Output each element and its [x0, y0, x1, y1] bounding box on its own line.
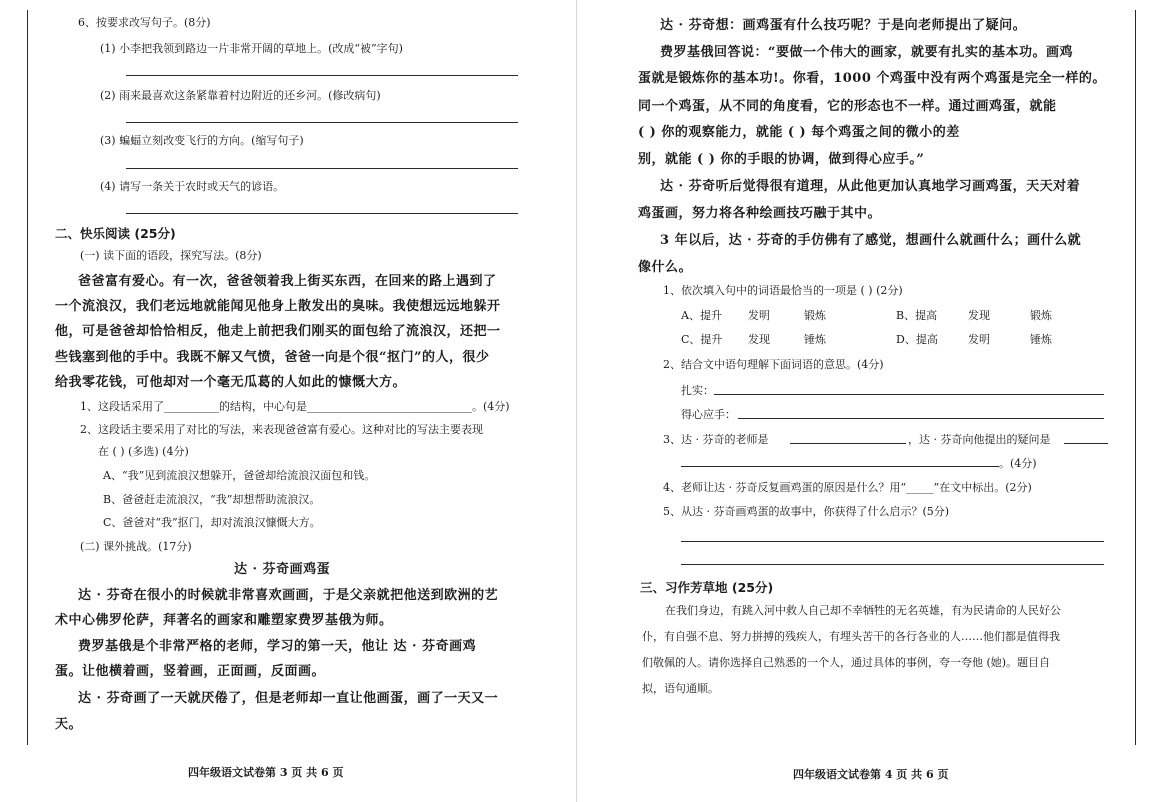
q6-sentence-4: (4) 请写一条关于农时或天气的谚语。	[100, 180, 285, 193]
story-line: 像什么。	[638, 260, 693, 275]
left-margin-rule	[27, 10, 28, 745]
option-c: C、爸爸对“我”抠门，却对流浪汉慷慨大方。	[103, 516, 321, 529]
passage-line: 一个流浪汉，我们老远地就能闻见他身上散发出的臭味。我使想远远地躲开	[55, 299, 501, 314]
story-line: 费罗基俄是个非常严格的老师，学习的第一天，他让 达 · 芬奇画鸡	[78, 639, 477, 654]
story-line: 鸡蛋画，努力将各种绘画技巧融于其中。	[638, 206, 882, 221]
left-page	[0, 0, 575, 802]
word-zhashi-label: 扎实：	[681, 384, 714, 397]
story-q1: 1、依次填入句中的词语最恰当的一项是 ( ) (2分)	[663, 284, 903, 297]
reading-q2-line1: 2、这段话主要采用了对比的写法，来表现爸爸富有爱心。这种对比的写法主要表现	[80, 423, 483, 436]
choice-c-2: 发现	[748, 333, 770, 346]
q6-sentence-1: (1) 小李把我领到路边一片非常开阔的草地上。(改成“被”字句)	[100, 42, 403, 55]
story-line: 达 · 芬奇听后觉得很有道理，从此他更加认真地学习画鸡蛋，天天对着	[660, 179, 1081, 194]
choice-d-1: D、提高	[896, 333, 938, 346]
q6-title: 6、按要求改写句子。(8分)	[78, 16, 211, 29]
choice-c-3: 锤炼	[804, 333, 826, 346]
reading-q2-line2: 在 ( ) (多选) (4分)	[98, 445, 189, 458]
story-title: 达 · 芬奇画鸡蛋	[234, 562, 331, 577]
choice-b-2: 发现	[968, 309, 990, 322]
essay-prompt-line: 拟，语句通顺。	[642, 682, 719, 695]
answer-line[interactable]	[714, 394, 1104, 395]
story-line: 费罗基俄回答说：“要做一个伟大的画家，就要有扎实的基本功。画鸡	[660, 45, 1073, 60]
page-footer-right: 四年级语文试卷第 4 页 共 6 页	[793, 768, 949, 781]
answer-line[interactable]	[126, 122, 518, 123]
reading-q1: 1、这段话采用了__________的结构，中心句是______________________________。(4分)	[80, 400, 510, 413]
choice-d-3: 锤炼	[1030, 333, 1052, 346]
story-q5: 5、从达 · 芬奇画鸡蛋的故事中，你获得了什么启示？(5分)	[663, 505, 950, 518]
part1-title: (一) 读下面的语段，探究写法。(8分)	[80, 249, 262, 262]
choice-d-2: 发明	[968, 333, 990, 346]
story-line: 别，就能 ( ) 你的手眼的协调，做到得心应手。”	[638, 152, 925, 167]
essay-prompt-line: 在我们身边，有跳入河中救人自己却不幸牺牲的无名英雄，有为民请命的人民好公	[665, 604, 1061, 617]
section-2-title: 二、快乐阅读 (25分)	[55, 226, 176, 241]
passage-line: 爸爸富有爱心。有一次，爸爸领着我上街买东西，在回来的路上遇到了	[78, 274, 497, 289]
story-q3-part3: 。(4分)	[999, 457, 1037, 470]
answer-line[interactable]	[790, 443, 906, 444]
word-dexinyingshou-label: 得心应手：	[681, 408, 736, 421]
option-a: A、“我”见到流浪汉想躲开，爸爸却给流浪汉面包和钱。	[103, 469, 376, 482]
story-line: 蛋就是锻炼你的基本功!。你看，1000 个鸡蛋中没有两个鸡蛋是完全一样的。	[638, 71, 1106, 86]
page-footer-left: 四年级语文试卷第 3 页 共 6 页	[188, 766, 344, 779]
right-margin-rule	[1135, 10, 1136, 745]
story-line: 3 年以后，达 · 芬奇的手仿佛有了感觉，想画什么就画什么；画什么就	[660, 233, 1082, 248]
story-q3-part1: 3、达 · 芬奇的老师是	[663, 433, 769, 446]
choice-a-1: A、提升	[681, 309, 722, 322]
answer-line[interactable]	[126, 75, 518, 76]
choice-c-1: C、提升	[681, 333, 723, 346]
story-line: 天。	[55, 717, 83, 732]
essay-prompt-line: 们敬佩的人。请你选择自己熟悉的一个人，通过具体的事例，夸一夸他 (她)。题目自	[642, 656, 1051, 669]
answer-line[interactable]	[738, 418, 1104, 419]
passage-line: 他，可是爸爸却恰恰相反，他走上前把我们刚买的面包给了流浪汉，还把一	[55, 324, 501, 339]
answer-line[interactable]	[1064, 443, 1108, 444]
story-line: 蛋。让他横着画，竖着画，正面画，反面画。	[55, 664, 326, 679]
answer-line[interactable]	[681, 564, 1104, 565]
choice-a-2: 发明	[748, 309, 770, 322]
choice-b-1: B、提高	[896, 309, 938, 322]
section-3-title: 三、习作芳草地 (25分)	[640, 580, 774, 595]
story-line: 达 · 芬奇画了一天就厌倦了，但是老师却一直让他画蛋，画了一天又一	[78, 691, 499, 706]
page-divider	[576, 0, 577, 802]
story-line: ( ) 你的观察能力，就能 ( ) 每个鸡蛋之间的微小的差	[638, 125, 960, 140]
story-line: 达 · 芬奇想：画鸡蛋有什么技巧呢？于是向老师提出了疑问。	[660, 18, 1027, 33]
passage-line: 给我零花钱，可他却对一个毫无瓜葛的人如此的慷慨大方。	[55, 375, 407, 390]
passage-line: 些钱塞到他的手中。我既不解又气愤，爸爸一向是个很“抠门”的人，很少	[55, 350, 490, 365]
story-q3-part2: ，达 · 芬奇向他提出的疑问是	[908, 433, 1051, 446]
story-line: 达 · 芬奇在很小的时候就非常喜欢画画，于是父亲就把他送到欧洲的艺	[78, 588, 499, 603]
choice-b-3: 锻炼	[1030, 309, 1052, 322]
right-page	[578, 0, 1155, 802]
part2-title: (二) 课外挑战。(17分)	[80, 540, 192, 553]
story-q2: 2、结合文中语句理解下面词语的意思。(4分)	[663, 358, 884, 371]
essay-prompt-line: 仆，有自强不息、努力拼搏的残疾人，有埋头苦干的各行各业的人……他们都是值得我	[642, 630, 1060, 643]
option-b: B、爸爸赶走流浪汉，“我”却想帮助流浪汉。	[103, 493, 321, 506]
q6-sentence-3: (3) 蝙蝠立刻改变飞行的方向。(缩写句子)	[100, 134, 304, 147]
story-line: 同一个鸡蛋，从不同的角度看，它的形态也不一样。通过画鸡蛋，就能	[638, 99, 1057, 114]
story-line: 术中心佛罗伦萨，拜著名的画家和雕塑家费罗基俄为师。	[55, 613, 393, 628]
answer-line[interactable]	[681, 541, 1104, 542]
story-q4: 4、老师让达 · 芬奇反复画鸡蛋的原因是什么？用“_____”在文中标出。(2分)	[663, 481, 1032, 494]
answer-line[interactable]	[126, 213, 518, 214]
answer-line[interactable]	[681, 466, 999, 467]
answer-line[interactable]	[126, 168, 518, 169]
choice-a-3: 锻炼	[804, 309, 826, 322]
q6-sentence-2: (2) 雨来最喜欢这条紧靠着村边附近的还乡河。(修改病句)	[100, 89, 381, 102]
